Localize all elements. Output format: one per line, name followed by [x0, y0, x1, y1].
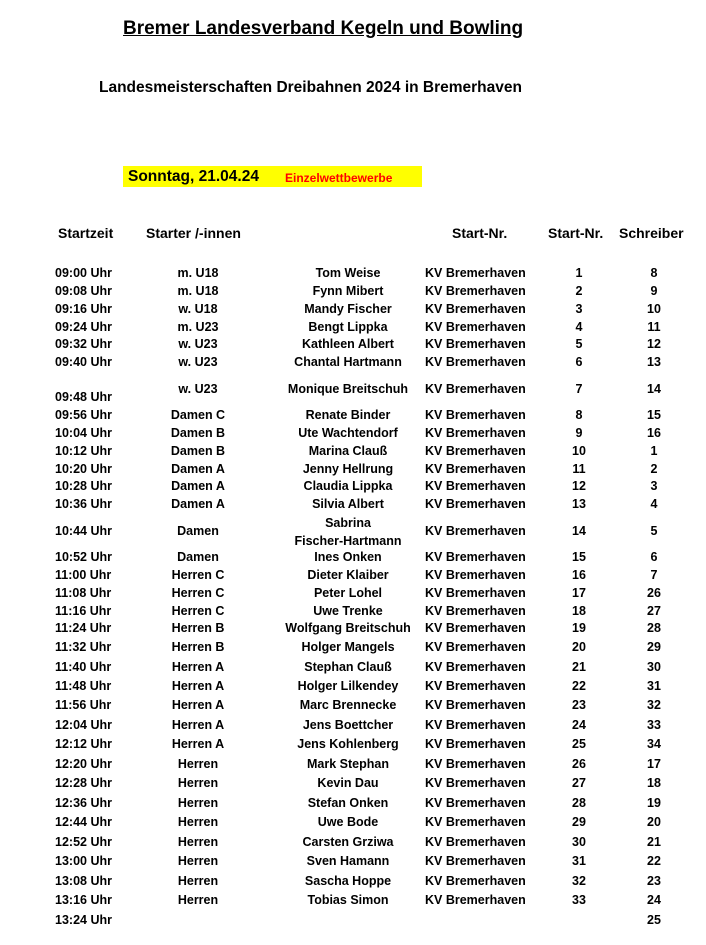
start-time: 09:24 Uhr — [55, 320, 112, 334]
starter-class: Herren A — [171, 660, 225, 674]
start-number: 2 — [575, 284, 583, 298]
starter-class: Damen B — [170, 444, 226, 458]
starter-class: w. U23 — [178, 382, 218, 396]
starter-club: KV Bremerhaven — [425, 718, 526, 732]
start-time: 13:00 Uhr — [55, 854, 112, 868]
start-number: 15 — [572, 550, 586, 564]
starter-class: Herren — [177, 757, 219, 771]
start-number: 4 — [575, 320, 583, 334]
starter-name: Claudia Lippka — [303, 479, 393, 493]
writer-number: 7 — [650, 568, 658, 582]
start-number: 19 — [572, 621, 586, 635]
starter-class: Damen A — [171, 462, 225, 476]
start-number: 31 — [572, 854, 586, 868]
start-number: 26 — [572, 757, 586, 771]
start-time: 11:40 Uhr — [55, 660, 112, 674]
starter-class: w. U23 — [178, 337, 218, 351]
header-startzeit: Startzeit — [58, 225, 114, 241]
starter-name: Monique Breitschuh — [287, 382, 409, 396]
starter-class: Herren — [177, 835, 219, 849]
starter-name: Uwe Bode — [317, 815, 379, 829]
document-subtitle: Landesmeisterschaften Dreibahnen 2024 in Bremerhaven — [99, 79, 522, 96]
starter-club: KV Bremerhaven — [425, 757, 526, 771]
starter-club: KV Bremerhaven — [425, 835, 526, 849]
start-time: 12:28 Uhr — [55, 776, 112, 790]
start-number: 20 — [572, 640, 586, 654]
start-number: 33 — [572, 893, 586, 907]
start-number: 16 — [572, 568, 586, 582]
start-number: 9 — [575, 426, 583, 440]
starter-class: Herren — [177, 874, 219, 888]
writer-number: 25 — [647, 913, 661, 927]
starter-club: KV Bremerhaven — [425, 621, 526, 635]
start-time: 10:28 Uhr — [55, 479, 112, 493]
starter-class: Herren B — [171, 621, 225, 635]
starter-name: Kevin Dau — [317, 776, 379, 790]
starter-name: Bengt Lippka — [308, 320, 388, 334]
start-time: 09:08 Uhr — [55, 284, 112, 298]
start-time: 11:16 Uhr — [55, 604, 112, 618]
starter-name: Marc Brennecke — [299, 698, 397, 712]
starter-club: KV Bremerhaven — [425, 604, 526, 618]
starter-club: KV Bremerhaven — [425, 479, 526, 493]
starter-name: Jens Kohlenberg — [297, 737, 399, 751]
start-time: 09:48 Uhr — [55, 390, 112, 404]
writer-number: 1 — [650, 444, 658, 458]
starter-class: Herren — [177, 776, 219, 790]
writer-number: 3 — [650, 479, 658, 493]
starter-name: Tom Weise — [315, 266, 381, 280]
writer-number: 6 — [650, 550, 658, 564]
starter-class: m. U18 — [177, 284, 219, 298]
start-time: 12:44 Uhr — [55, 815, 112, 829]
start-time: 10:44 Uhr — [55, 524, 112, 538]
start-number: 32 — [572, 874, 586, 888]
starter-class: Herren A — [171, 679, 225, 693]
starter-club: KV Bremerhaven — [425, 497, 526, 511]
start-time: 10:04 Uhr — [55, 426, 112, 440]
starter-class: w. U23 — [178, 355, 218, 369]
starter-name: Kathleen Albert — [302, 337, 394, 351]
writer-number: 5 — [650, 524, 658, 538]
start-time: 13:16 Uhr — [55, 893, 112, 907]
starter-class: Damen — [177, 550, 219, 564]
header-starter: Starter /-innen — [146, 225, 241, 241]
start-time: 12:52 Uhr — [55, 835, 112, 849]
starter-club: KV Bremerhaven — [425, 737, 526, 751]
starter-class: Herren — [177, 815, 219, 829]
start-number: 12 — [572, 479, 586, 493]
start-time: 09:16 Uhr — [55, 302, 112, 316]
starter-club: KV Bremerhaven — [425, 355, 526, 369]
starter-club: KV Bremerhaven — [425, 776, 526, 790]
start-time: 09:32 Uhr — [55, 337, 112, 351]
start-time: 11:32 Uhr — [55, 640, 112, 654]
starter-club: KV Bremerhaven — [425, 320, 526, 334]
start-number: 27 — [572, 776, 586, 790]
starter-class: m. U18 — [177, 266, 219, 280]
starter-name: Tobias Simon — [307, 893, 389, 907]
writer-number: 28 — [647, 621, 661, 635]
header-schreiber: Schreiber — [619, 225, 684, 241]
starter-class: Herren C — [171, 568, 225, 582]
start-number: 24 — [572, 718, 586, 732]
starter-club: KV Bremerhaven — [425, 284, 526, 298]
writer-number: 15 — [647, 408, 661, 422]
starter-name: Jens Boettcher — [302, 718, 394, 732]
starter-name: Sascha Hoppe — [304, 874, 392, 888]
starter-club: KV Bremerhaven — [425, 382, 526, 396]
starter-class: Herren — [177, 854, 219, 868]
starter-name: Silvia Albert — [312, 497, 384, 511]
starter-club: KV Bremerhaven — [425, 302, 526, 316]
writer-number: 16 — [647, 426, 661, 440]
start-number: 28 — [572, 796, 586, 810]
starter-name: Peter Lohel — [313, 586, 383, 600]
writer-number: 24 — [647, 893, 661, 907]
starter-name: Sabrina — [325, 516, 371, 530]
document-title: Bremer Landesverband Kegeln und Bowling — [123, 18, 524, 39]
writer-number: 14 — [647, 382, 661, 396]
start-time: 10:20 Uhr — [55, 462, 112, 476]
header-startnr-2: Start-Nr. — [548, 225, 604, 241]
start-number: 5 — [575, 337, 583, 351]
starter-name: Stephan Clauß — [304, 660, 392, 674]
writer-number: 12 — [647, 337, 661, 351]
starter-club: KV Bremerhaven — [425, 796, 526, 810]
starter-club: KV Bremerhaven — [425, 640, 526, 654]
starter-class: Herren A — [171, 737, 225, 751]
start-time: 09:00 Uhr — [55, 266, 112, 280]
start-number: 13 — [572, 497, 586, 511]
writer-number: 21 — [647, 835, 661, 849]
starter-club: KV Bremerhaven — [425, 679, 526, 693]
starter-club: KV Bremerhaven — [425, 698, 526, 712]
starter-club: KV Bremerhaven — [425, 337, 526, 351]
starter-club: KV Bremerhaven — [425, 854, 526, 868]
starter-club: KV Bremerhaven — [425, 815, 526, 829]
writer-number: 20 — [647, 815, 661, 829]
writer-number: 26 — [647, 586, 661, 600]
starter-name: Ute Wachtendorf — [298, 426, 398, 440]
start-number: 8 — [575, 408, 583, 422]
start-time: 12:36 Uhr — [55, 796, 112, 810]
starter-class: Herren — [177, 796, 219, 810]
starter-club: KV Bremerhaven — [425, 660, 526, 674]
start-time: 10:52 Uhr — [55, 550, 112, 564]
starter-class: m. U23 — [177, 320, 219, 334]
starter-name: Ines Onken — [314, 550, 382, 564]
starter-class: Damen B — [170, 426, 226, 440]
starter-class: Herren C — [171, 604, 225, 618]
writer-number: 4 — [650, 497, 658, 511]
starter-name: Sven Hamann — [306, 854, 390, 868]
start-time: 13:08 Uhr — [55, 874, 112, 888]
writer-number: 22 — [647, 854, 661, 868]
writer-number: 2 — [650, 462, 658, 476]
start-time: 11:24 Uhr — [55, 621, 112, 635]
starter-club: KV Bremerhaven — [425, 550, 526, 564]
start-time: 11:48 Uhr — [55, 679, 112, 693]
starter-class: Herren B — [171, 640, 225, 654]
starter-name: Stefan Onken — [307, 796, 389, 810]
starter-name: Wolfgang Breitschuh — [285, 621, 411, 635]
start-time: 10:36 Uhr — [55, 497, 112, 511]
starter-name: Chantal Hartmann — [294, 355, 402, 369]
starter-name: Marina Clauß — [308, 444, 388, 458]
starter-name: Mandy Fischer — [304, 302, 392, 316]
start-number: 11 — [572, 462, 586, 476]
starter-club: KV Bremerhaven — [425, 462, 526, 476]
writer-number: 8 — [650, 266, 658, 280]
starter-class: Herren — [177, 893, 219, 907]
start-number: 14 — [572, 524, 586, 538]
start-time: 12:04 Uhr — [55, 718, 112, 732]
starter-club: KV Bremerhaven — [425, 524, 526, 538]
start-time: 11:56 Uhr — [55, 698, 112, 712]
starter-name: Jenny Hellrung — [302, 462, 394, 476]
starter-class: Herren A — [171, 718, 225, 732]
writer-number: 31 — [647, 679, 661, 693]
start-number: 30 — [572, 835, 586, 849]
starter-club: KV Bremerhaven — [425, 426, 526, 440]
start-number: 3 — [575, 302, 583, 316]
starter-name: Holger Lilkendey — [297, 679, 399, 693]
start-time: 10:12 Uhr — [55, 444, 112, 458]
starter-club: KV Bremerhaven — [425, 893, 526, 907]
starter-name: Fynn Mibert — [312, 284, 384, 298]
start-time: 09:56 Uhr — [55, 408, 112, 422]
writer-number: 9 — [650, 284, 658, 298]
starter-name: Uwe Trenke — [313, 604, 383, 618]
writer-number: 29 — [647, 640, 661, 654]
starter-name: Dieter Klaiber — [307, 568, 389, 582]
start-number: 10 — [572, 444, 586, 458]
start-number: 6 — [575, 355, 583, 369]
writer-number: 34 — [647, 737, 661, 751]
writer-number: 32 — [647, 698, 661, 712]
starter-class: Damen A — [171, 479, 225, 493]
starter-class: Herren A — [171, 698, 225, 712]
writer-number: 30 — [647, 660, 661, 674]
start-number: 7 — [575, 382, 583, 396]
writer-number: 17 — [647, 757, 661, 771]
starter-club: KV Bremerhaven — [425, 568, 526, 582]
writer-number: 33 — [647, 718, 661, 732]
starter-class: Damen C — [170, 408, 226, 422]
start-number: 22 — [572, 679, 586, 693]
writer-number: 18 — [647, 776, 661, 790]
start-number: 25 — [572, 737, 586, 751]
start-time: 12:12 Uhr — [55, 737, 112, 751]
starter-name: Holger Mangels — [301, 640, 395, 654]
start-time: 09:40 Uhr — [55, 355, 112, 369]
starter-class: Herren C — [171, 586, 225, 600]
event-label: Einzelwettbewerbe — [285, 171, 393, 185]
writer-number: 23 — [647, 874, 661, 888]
starter-name: Mark Stephan — [307, 757, 389, 771]
start-time: 11:00 Uhr — [55, 568, 112, 582]
start-number: 18 — [572, 604, 586, 618]
starter-club: KV Bremerhaven — [425, 874, 526, 888]
starter-class: Damen A — [171, 497, 225, 511]
starter-name: Carsten Grziwa — [302, 835, 394, 849]
start-time: 11:08 Uhr — [55, 586, 112, 600]
writer-number: 10 — [647, 302, 661, 316]
writer-number: 27 — [647, 604, 661, 618]
starter-club: KV Bremerhaven — [425, 586, 526, 600]
header-startnr: Start-Nr. — [452, 225, 508, 241]
writer-number: 11 — [647, 320, 661, 334]
start-number: 21 — [572, 660, 586, 674]
start-number: 1 — [575, 266, 583, 280]
starter-class: Damen — [177, 524, 219, 538]
starter-name: Renate Binder — [305, 408, 391, 422]
starter-club: KV Bremerhaven — [425, 444, 526, 458]
writer-number: 19 — [647, 796, 661, 810]
start-number: 23 — [572, 698, 586, 712]
starter-name-line2: Fischer-Hartmann — [294, 534, 402, 548]
starter-club: KV Bremerhaven — [425, 266, 526, 280]
starter-class: w. U18 — [178, 302, 218, 316]
start-number: 29 — [572, 815, 586, 829]
starter-club: KV Bremerhaven — [425, 408, 526, 422]
start-number: 17 — [572, 586, 586, 600]
writer-number: 13 — [647, 355, 661, 369]
start-time: 13:24 Uhr — [55, 913, 112, 927]
start-time: 12:20 Uhr — [55, 757, 112, 771]
date-label: Sonntag, 21.04.24 — [128, 168, 259, 185]
